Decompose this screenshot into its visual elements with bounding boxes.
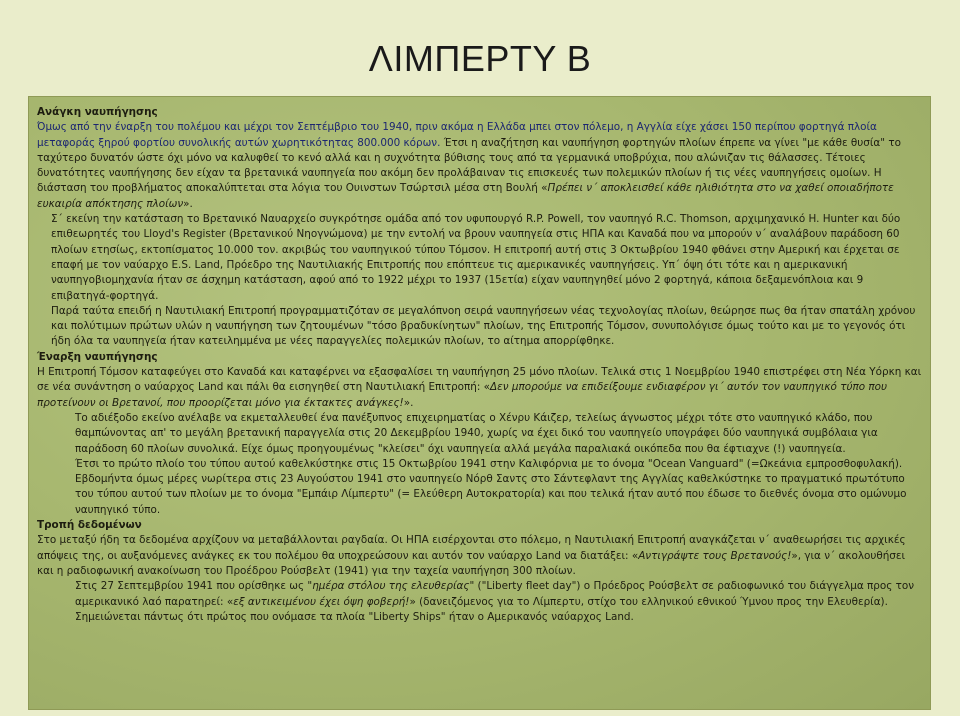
paragraph-need-1-lead: Όμως από την έναρξη του πολέμου και μέχρι τον Σεπτέμβριο του 1940, πριν ακόμα η Ελλάδα μπει στον πόλεμο, η Αγγλία είχε χάσει 150 περίπου φορτηγά πλοία μεταφοράς ξηρού φορτίου συνολικής αυτών χωρητικότητας 800.000 κόρων.	[37, 121, 877, 149]
paragraph-shift-2-c: » (δανειζόμενος για το Λίμπερτυ, στίχο του ελληνικού εθνικού Ύμνου προς την Ελευθερία). Σημειώνεται πάντως ότι πρώτος που ονόμασε τα πλοία "Liberty Ships" ήταν ο Αμερικανός ναύαρχος Land.	[75, 595, 888, 623]
churchill-quote: Πρέπει ν΄ αποκλεισθεί κάθε ηλιθιότητα στο να χαθεί οποιαδήποτε ευκαιρία απόκτησης πλοίων	[37, 182, 894, 210]
paragraph-shift-1-body: Στο μεταξύ ήδη τα δεδομένα αρχίζουν να μεταβάλλονται ραγδαία. Οι ΗΠΑ εισέρχονται στο πόλεμο, η Ναυτιλιακή Επιτροπή αναγκάζεται ν΄ αναθεωρήσει τις αρχικές απόψεις της, οι αυξανόμενες ανάγκες εκ του πολέμου θα υποχρεώσουν και αυτόν τον ναύαρχο Land να διατάξει: «	[37, 534, 906, 562]
land-quote: Δεν μπορούμε να επιδείξουμε ενδιαφέρον γι΄ αυτόν τον ναυπηγικό τύπο που προτείνουν οι Βρετανοί, που προορίζεται μόνο για έκτακτες ανάγκες!	[37, 381, 888, 409]
paragraph-start-3: Έτσι το πρώτο πλοίο του τύπου αυτού καθελκύστηκε στις 15 Οκτωβρίου 1941 στην Καλιφόρνια με το όνομα "Ocean Vanguard" (=Ωκεάνια εμπροσθοφυλακή). Εβδομήντα όμως μέρες νωρίτερα στις 23 Αυγούστου 1941 στο ναυπηγείο Νόρθ Σαντς στο Σάντεφλαντ της Αγγλίας καθελκύστηκε το πραγματικό πρωτότυπο του τύπου αυτού των πλοίων με το όνομα "Εμπάιρ Λίμπερτυ" (= Ελεύθερη Αυτοκρατορία) και που τελικά ήταν αυτό που έδωσε το διεθνές όνομα στο ομώνυμο ναυπηγικό τύπο.	[75, 457, 907, 516]
copy-quote: Αντιγράψτε τους Βρετανούς!	[638, 549, 792, 562]
paragraph-start-2: Το αδιέξοδο εκείνο ανέλαβε να εκμεταλλευθεί ένα πανέξυπνος επιχειρηματίας ο Χένρυ Κάιζερ, τελείως άγνωστος μέχρι τότε στο ναυπηγικό κλάδο, που θαμπώνοντας απ' το μεγάλη βρετανική παραγγελία στις 20 Δεκεμβρίου 1940, χωρίς να έχει δικό του ναυπηγείο υπογράφει δύο ναυπηγικά συμβόλαια για παράδοση 60 πλοίων συνολικά. Είχε όμως προηγουμένως "κλείσει" όχι ναυπηγεία αλλά μεγάλα παραλιακά οικόπεδα που θα έφτιαχνε (!) ναυπηγεία.	[75, 411, 878, 455]
quote-close: ».	[403, 396, 414, 409]
section-heading-start: Έναρξη ναυπήγησης	[37, 350, 158, 363]
paragraph-start-1	[37, 365, 922, 411]
section-heading-shift: Τροπή δεδομένων	[37, 519, 142, 532]
section-heading-need: Ανάγκη ναυπήγησης	[37, 106, 158, 118]
liberty-fleet-day-quote: ημέρα στόλου της ελευθερίας	[312, 580, 470, 593]
content-panel	[28, 96, 931, 710]
paragraph-need-1-body: Έτσι η αναζήτηση και ναυπήγηση φορτηγών πλοίων έπρεπε να γίνει "με κάθε θυσία" το ταχύτερο δυνατόν ώστε όχι μόνο να καλυφθεί το κενό αλλά και η συχνότητα βύθισης τους από τα γερμανικά υποβρύχια, που αλώνιζαν τις θάλασσες. Τέτοιες δυνατότητες ναυπήγησης δεν είχαν τα βρετανικά ναυπηγεία που ακόμη δεν προλάβαιναν τις επισκευές των πολεμικών πλοίων ή τις νέες ναυπηγήσεις ομοίων. Η διάσταση του προβλήματος αποκαλύπτεται στα λόγια του Ουινστων Τσώρτσιλ μέσα στη Βουλή «	[37, 136, 901, 195]
roosevelt-quote: εξ αντικειμένου έχει όψη φοβερή!	[233, 595, 410, 608]
paragraph-need-1	[37, 120, 922, 212]
quote-close: ».	[183, 197, 193, 210]
slide-title: ΛΙΜΠΕΡΤΥ Β	[368, 38, 592, 79]
paragraph-shift-2-a: Στις 27 Σεπτεμβρίου 1941 που ορίσθηκε ως "	[75, 580, 313, 593]
paragraph-shift-2	[37, 579, 922, 625]
paragraph-start-1-body: Η Επιτροπή Τόμσον καταφεύγει στο Καναδά και καταφέρνει να εξασφαλίσει τη ναυπήγηση 25 μόνο πλοίων. Τελικά στις 1 Νοεμβρίου 1940 επιστρέφει στη Νέα Υόρκη και σε νέα συνάντηση ο ναύαρχος Land και πάλι θα εισηγηθεί στη Ναυτιλιακή Επιτροπή: «	[37, 366, 922, 394]
paragraph-shift-2-b: " ("Liberty fleet day") ο Πρόεδρος Ρούσβελτ σε ραδιοφωνικό του διάγγελμα προς τον αμερικανικό λαό παρατηρεί: «	[75, 580, 915, 608]
paragraph-shift-1	[37, 533, 922, 579]
paragraph-need-2: Σ΄ εκείνη την κατάσταση το Βρετανικό Ναυαρχείο συγκρότησε ομάδα από τον υφυπουργό R.P. Powell, τον ναυπηγό R.C. Thomson, αρχιμηχανικό H. Hunter και δύο επιθεωρητές του Lloyd's Register (Βρετανικού Νηογνώμονα) με την εντολή να βρουν ναυπηγεία στις ΗΠΑ και Καναδά που να μπορούν ν΄ αναλάβουν παράδοση 60 πλοίων ετησίως, εκτοπίσματος 10.000 τον. ακριβώς του ναυπηγικού τύπου Τόμσον. Η επιτροπή αυτή στις 3 Οκτωβρίου 1940 φθάνει στην Αμερική και έρχεται σε επαφή με τον ναύαρχο E.S. Land, Πρόεδρο της Ναυτιλιακής Επιτροπής που επόπτευε τις αμερικανικές ναυπηγήσεις. Υπ΄ όψη ότι τότε και η αμερικανική ναυπηγοβιομηχανία ήταν σε άσχημη κατάσταση, αφού από το 1922 μέχρι το 1937 (15ετία) είχαν ναυπηγηθεί μόνο 2 φορτηγά, κάποια δεξαμενόπλοια και 9 επιβατηγά-φορτηγά.	[51, 213, 901, 302]
paragraph-need-3: Παρά ταύτα επειδή η Ναυτιλιακή Επιτροπή προγραμματιζόταν σε μεγαλόπνοη σειρά ναυπηγήσεων νέας τεχνολογίας πλοίων, θεώρησε πως θα ήταν σπατάλη χρόνου και πολύτιμων πρώτων υλών η ναυπήγηση των ζητουμένων "τόσο βραδυκίνητων" πλοίων, της Επιτροπής Τόμσον, συνυπολόγισε όμως τούτο και με το γεγονός ότι ήδη όλα τα ναυπηγεία ήταν κατειλημμένα με νέες παραγγελίες πολεμικών πλοίων, το αίτημα απορρίφθηκε.	[51, 304, 916, 348]
paragraph-shift-1-end: », για ν΄ ακολουθήσει και η ραδιοφωνική ανακοίνωση του Προέδρου Ρούσβελτ (1941) για την ταχεία ναυπήγηση 300 πλοίων.	[37, 549, 906, 577]
